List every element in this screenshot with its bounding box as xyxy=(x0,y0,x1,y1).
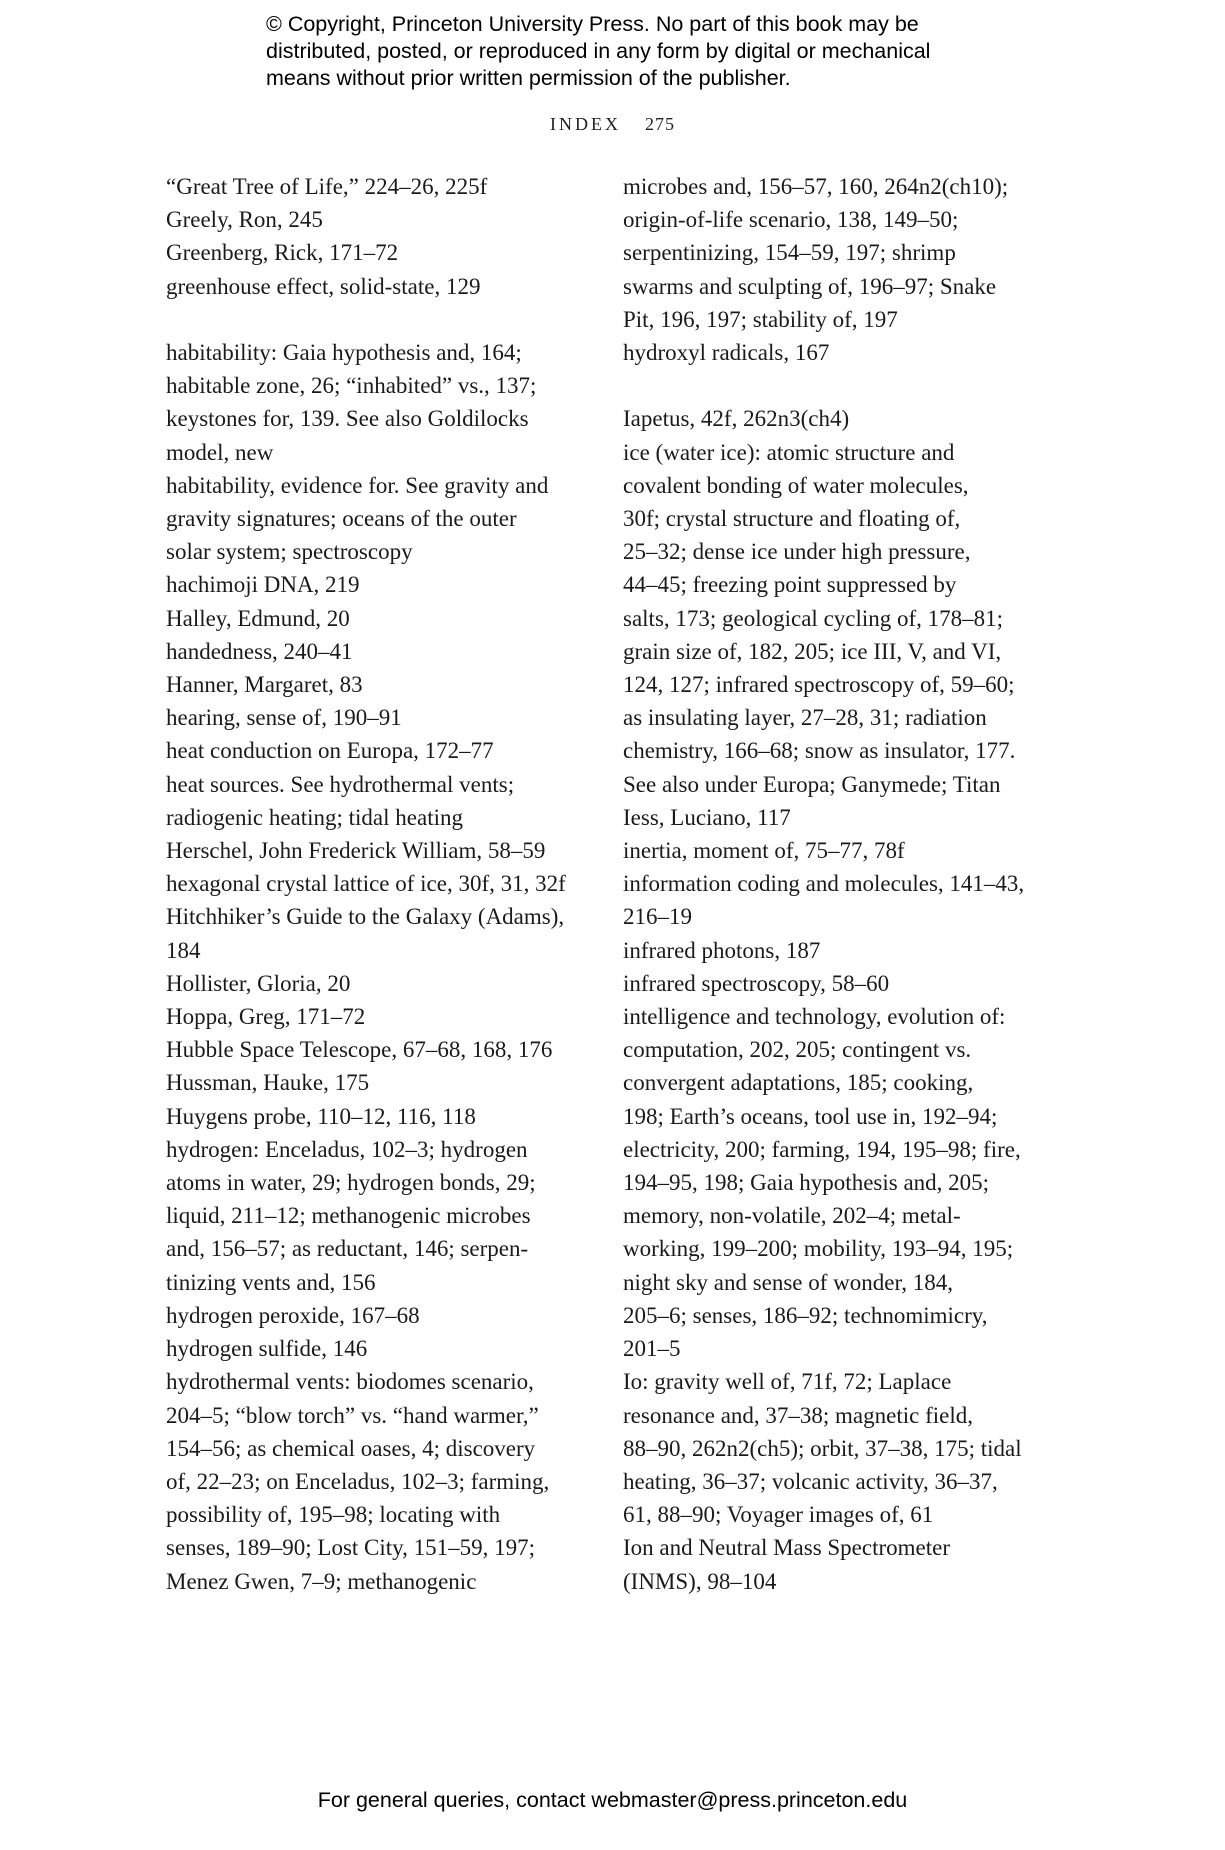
index-entry-line: ice (water ice): atomic structure and xyxy=(623,439,955,465)
index-entry-line: swarms and sculpting of, 196–97; Snake xyxy=(623,273,997,299)
index-entry-line: atoms in water, 29; hydrogen bonds, 29; xyxy=(166,1170,536,1196)
index-entry xyxy=(623,867,1063,933)
index-entry xyxy=(166,1133,576,1299)
index-entry-line: 124, 127; infrared spectroscopy of, 59–60; xyxy=(623,672,1015,698)
index-entry-line: Hanner, Margaret, 83 xyxy=(166,672,363,698)
index-entry xyxy=(623,1531,1063,1597)
index-entry-line: electricity, 200; farming, 194, 195–98; fire, xyxy=(623,1136,1021,1162)
index-entry-line: greenhouse effect, solid-state, 129 xyxy=(166,273,481,299)
index-entry-line: infrared spectroscopy, 58–60 xyxy=(623,970,890,996)
index-entry xyxy=(166,867,576,900)
index-entry-line: Iess, Luciano, 117 xyxy=(623,804,791,830)
index-entry xyxy=(166,1000,576,1033)
index-entry-line: information coding and molecules, 141–43, xyxy=(623,871,1025,897)
index-entry-line: habitability, evidence for. See gravity and xyxy=(166,472,549,498)
index-column-right xyxy=(623,170,1063,1598)
index-entry-line: Hollister, Gloria, 20 xyxy=(166,970,351,996)
index-entry-line: covalent bonding of water molecules, xyxy=(623,472,969,498)
index-entry-line: tinizing vents and, 156 xyxy=(166,1269,376,1295)
index-entry xyxy=(166,1100,576,1133)
index-entry-line: gravity signatures; oceans of the outer xyxy=(166,506,517,532)
index-entry-line: infrared photons, 187 xyxy=(623,937,821,963)
index-entry-line: 61, 88–90; Voyager images of, 61 xyxy=(623,1502,934,1528)
index-entry xyxy=(166,668,576,701)
index-entry xyxy=(166,967,576,1000)
index-entry-line: grain size of, 182, 205; ice III, V, and VI, xyxy=(623,638,1002,664)
index-entry-line: memory, non-volatile, 202–4; metal- xyxy=(623,1203,961,1229)
index-entry xyxy=(623,801,1063,834)
index-entry-line: 25–32; dense ice under high pressure, xyxy=(623,539,971,565)
footer-contact: For general queries, contact webmaster@press.princeton.edu xyxy=(317,1788,908,1812)
index-entry-line: resonance and, 37–38; magnetic field, xyxy=(623,1402,973,1428)
index-entry xyxy=(166,1033,576,1066)
index-entry xyxy=(623,1365,1063,1531)
index-entry-line: hachimoji DNA, 219 xyxy=(166,572,360,598)
index-entry-line: heat sources. See hydrothermal vents; xyxy=(166,771,515,797)
index-entry-line: convergent adaptations, 185; cooking, xyxy=(623,1070,974,1096)
index-entry-line: intelligence and technology, evolution of: xyxy=(623,1004,1006,1030)
index-entry xyxy=(166,834,576,867)
copyright-notice xyxy=(266,11,1026,92)
index-entry-line: 201–5 xyxy=(623,1336,681,1362)
index-entry-line: Hubble Space Telescope, 67–68, 168, 176 xyxy=(166,1037,553,1063)
index-entry-line: senses, 189–90; Lost City, 151–59, 197; xyxy=(166,1535,536,1561)
index-entry xyxy=(166,1299,576,1332)
index-entry xyxy=(623,834,1063,867)
index-entry-line: hydrothermal vents: biodomes scenario, xyxy=(166,1369,534,1395)
index-entry-line: Hussman, Hauke, 175 xyxy=(166,1070,370,1096)
index-entry-line: hydrogen sulfide, 146 xyxy=(166,1336,368,1362)
letter-gap xyxy=(623,369,1063,402)
index-entry xyxy=(166,568,576,601)
index-entry-line: Huygens probe, 110–12, 116, 118 xyxy=(166,1103,476,1129)
index-entry-line: habitable zone, 26; “inhabited” vs., 137; xyxy=(166,373,537,399)
running-head xyxy=(0,114,1225,135)
index-entry-line: 216–19 xyxy=(623,904,692,930)
index-entry-line: origin-of-life scenario, 138, 149–50; xyxy=(623,207,959,233)
index-entry-line: night sky and sense of wonder, 184, xyxy=(623,1269,953,1295)
index-entry xyxy=(166,1365,576,1597)
copyright-line: © Copyright, Princeton University Press. No part of this book may be xyxy=(266,12,919,36)
index-entry-line: See also under Europa; Ganymede; Titan xyxy=(623,771,1001,797)
index-entry-line: inertia, moment of, 75–77, 78f xyxy=(623,838,905,864)
index-entry-line: model, new xyxy=(166,439,274,465)
index-entry xyxy=(166,469,576,569)
index-entry-line: computation, 202, 205; contingent vs. xyxy=(623,1037,972,1063)
index-entry-line: Menez Gwen, 7–9; methanogenic xyxy=(166,1568,477,1594)
letter-gap xyxy=(166,303,576,336)
index-entry xyxy=(623,436,1063,801)
index-entry-line: and, 156–57; as reductant, 146; serpen- xyxy=(166,1236,529,1262)
index-column-left xyxy=(166,170,576,1598)
index-entry xyxy=(166,701,576,734)
index-entry-line: as insulating layer, 27–28, 31; radiation xyxy=(623,705,987,731)
index-entry-line: radiogenic heating; tidal heating xyxy=(166,804,463,830)
index-entry-line: habitability: Gaia hypothesis and, 164; xyxy=(166,340,522,365)
index-entry-line: 194–95, 198; Gaia hypothesis and, 205; xyxy=(623,1170,990,1196)
index-entry xyxy=(166,900,576,966)
index-entry-line: chemistry, 166–68; snow as insulator, 177. xyxy=(623,738,1016,764)
index-entry-line: salts, 173; geological cycling of, 178–81; xyxy=(623,605,1004,631)
index-entry-line: Ion and Neutral Mass Spectrometer xyxy=(623,1535,951,1561)
index-entry xyxy=(166,203,576,236)
index-entry xyxy=(166,602,576,635)
index-entry-line: hexagonal crystal lattice of ice, 30f, 31, 32f xyxy=(166,871,566,897)
index-entry-line: 198; Earth’s oceans, tool use in, 192–94; xyxy=(623,1103,998,1129)
index-entry xyxy=(623,1000,1063,1365)
copyright-line: means without prior written permission of the publisher. xyxy=(266,66,791,90)
index-entry-line: handedness, 240–41 xyxy=(166,638,353,664)
index-entry-line: serpentinizing, 154–59, 197; shrimp xyxy=(623,240,956,266)
index-entry xyxy=(166,270,576,303)
index-entry-line: Halley, Edmund, 20 xyxy=(166,605,350,631)
index-entry-line: Hoppa, Greg, 171–72 xyxy=(166,1004,366,1030)
index-entry-line: Greenberg, Rick, 171–72 xyxy=(166,240,399,266)
index-entry xyxy=(623,170,1063,336)
index-entry xyxy=(166,336,576,469)
index-entry-line: hydrogen: Enceladus, 102–3; hydrogen xyxy=(166,1136,528,1162)
index-entry-line: Herschel, John Frederick William, 58–59 xyxy=(166,838,546,864)
index-entry-line: 88–90, 262n2(ch5); orbit, 37–38, 175; tidal xyxy=(623,1435,1022,1461)
index-entry xyxy=(166,1066,576,1099)
index-entry-line: hearing, sense of, 190–91 xyxy=(166,705,402,731)
index-entry-line: 154–56; as chemical oases, 4; discovery xyxy=(166,1435,536,1461)
index-entry xyxy=(166,768,576,834)
index-entry xyxy=(623,967,1063,1000)
index-entry-line: 204–5; “blow torch” vs. “hand warmer,” xyxy=(166,1402,539,1428)
index-entry-line: (INMS), 98–104 xyxy=(623,1568,777,1594)
running-head-title: INDEX xyxy=(550,114,621,134)
index-entry-line: hydroxyl radicals, 167 xyxy=(623,340,830,366)
index-entry-line: Greely, Ron, 245 xyxy=(166,207,323,233)
index-entry xyxy=(166,170,576,203)
index-entry-line: Io: gravity well of, 71f, 72; Laplace xyxy=(623,1369,952,1395)
index-entry xyxy=(623,934,1063,967)
index-entry-line: solar system; spectroscopy xyxy=(166,539,413,565)
index-entry-line: hydrogen peroxide, 167–68 xyxy=(166,1302,420,1328)
page-number: 275 xyxy=(645,114,675,134)
index-entry xyxy=(166,1332,576,1365)
index-entry-line: 184 xyxy=(166,937,201,963)
index-entry-line: of, 22–23; on Enceladus, 102–3; farming, xyxy=(166,1468,550,1494)
index-entry-line: heating, 36–37; volcanic activity, 36–37, xyxy=(623,1468,998,1494)
index-entry-line: Iapetus, 42f, 262n3(ch4) xyxy=(623,406,850,432)
index-entry xyxy=(166,635,576,668)
index-entry-line: liquid, 211–12; methanogenic microbes xyxy=(166,1203,531,1229)
index-entry-line: Hitchhiker’s Guide to the Galaxy (Adams), xyxy=(166,904,565,930)
index-entry-line: microbes and, 156–57, 160, 264n2(ch10); xyxy=(623,174,1009,199)
index-entry-line: Pit, 196, 197; stability of, 197 xyxy=(623,306,898,332)
index-entry-line: keystones for, 139. See also Goldilocks xyxy=(166,406,529,432)
index-entry xyxy=(623,402,1063,435)
index-entry-line: possibility of, 195–98; locating with xyxy=(166,1502,501,1528)
index-entry xyxy=(166,734,576,767)
index-entry-line: 44–45; freezing point suppressed by xyxy=(623,572,957,598)
index-entry-line: “Great Tree of Life,” 224–26, 225f xyxy=(166,174,488,199)
index-entry xyxy=(166,236,576,269)
copyright-line: distributed, posted, or reproduced in any form by digital or mechanical xyxy=(266,39,931,63)
index-entry-line: 30f; crystal structure and floating of, xyxy=(623,506,961,532)
index-entry xyxy=(623,336,1063,369)
index-entry-line: 205–6; senses, 186–92; technomimicry, xyxy=(623,1302,988,1328)
index-entry-line: heat conduction on Europa, 172–77 xyxy=(166,738,494,764)
index-entry-line: working, 199–200; mobility, 193–94, 195; xyxy=(623,1236,1014,1262)
